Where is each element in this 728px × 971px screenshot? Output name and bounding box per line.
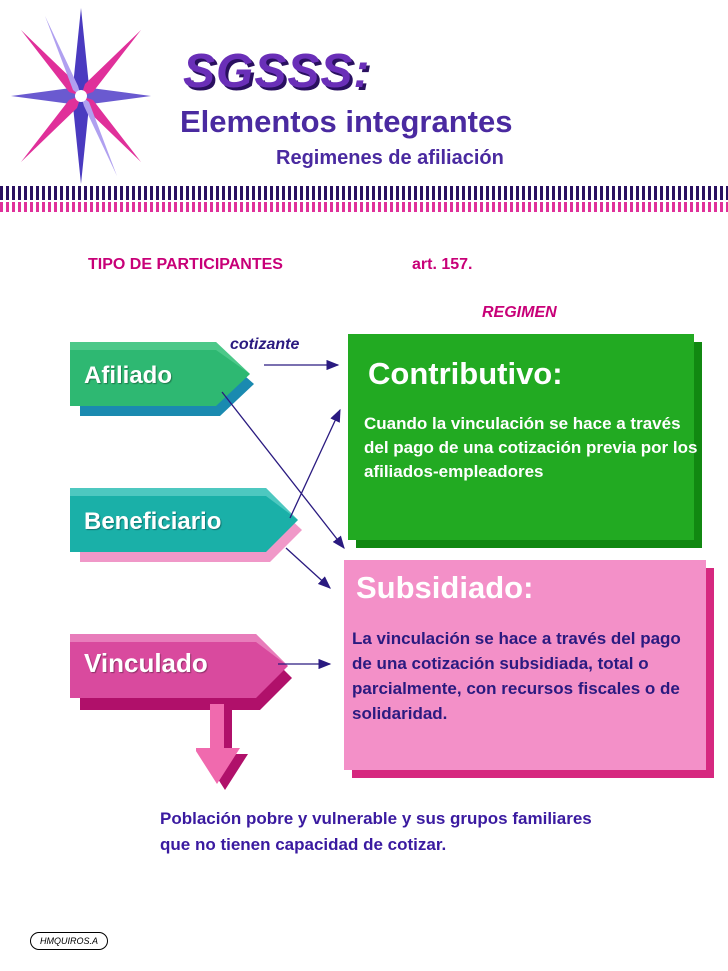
poblacion-description: Población pobre y vulnerable y sus grupos familiares que no tienen capacidad de cotizar. bbox=[160, 809, 592, 854]
cotizante-label: cotizante bbox=[230, 336, 300, 353]
down-arrow-icon bbox=[196, 700, 256, 794]
article-reference: art. 157. bbox=[412, 256, 473, 273]
contributivo-description: Cuando la vinculación se hace a través del pago de una cotización previa por los afiliados-empleadores bbox=[364, 414, 698, 481]
author-tag: HMQUIROS.A bbox=[30, 932, 108, 950]
page-subheading: Regimenes de afiliación bbox=[276, 147, 504, 169]
star-logo-icon bbox=[6, 4, 156, 184]
header-divider bbox=[0, 186, 728, 216]
contributivo-title: Contributivo: bbox=[368, 356, 563, 391]
subsidiado-title: Subsidiado: bbox=[356, 570, 534, 605]
subsidiado-description: La vinculación se hace a través del pago de una cotización subsidiada, total o parcialmente, con recursos fiscales o de solidaridad. bbox=[352, 629, 681, 723]
participants-heading: TIPO DE PARTICIPANTES bbox=[88, 256, 283, 273]
participant-beneficiario-label: Beneficiario bbox=[84, 508, 222, 535]
page-title: SGSSS: bbox=[183, 45, 371, 98]
participant-vinculado-label: Vinculado bbox=[84, 648, 208, 678]
page-subtitle: Elementos integrantes bbox=[180, 104, 513, 139]
regimen-heading: REGIMEN bbox=[482, 304, 557, 321]
participant-afiliado-label: Afiliado bbox=[84, 362, 172, 389]
